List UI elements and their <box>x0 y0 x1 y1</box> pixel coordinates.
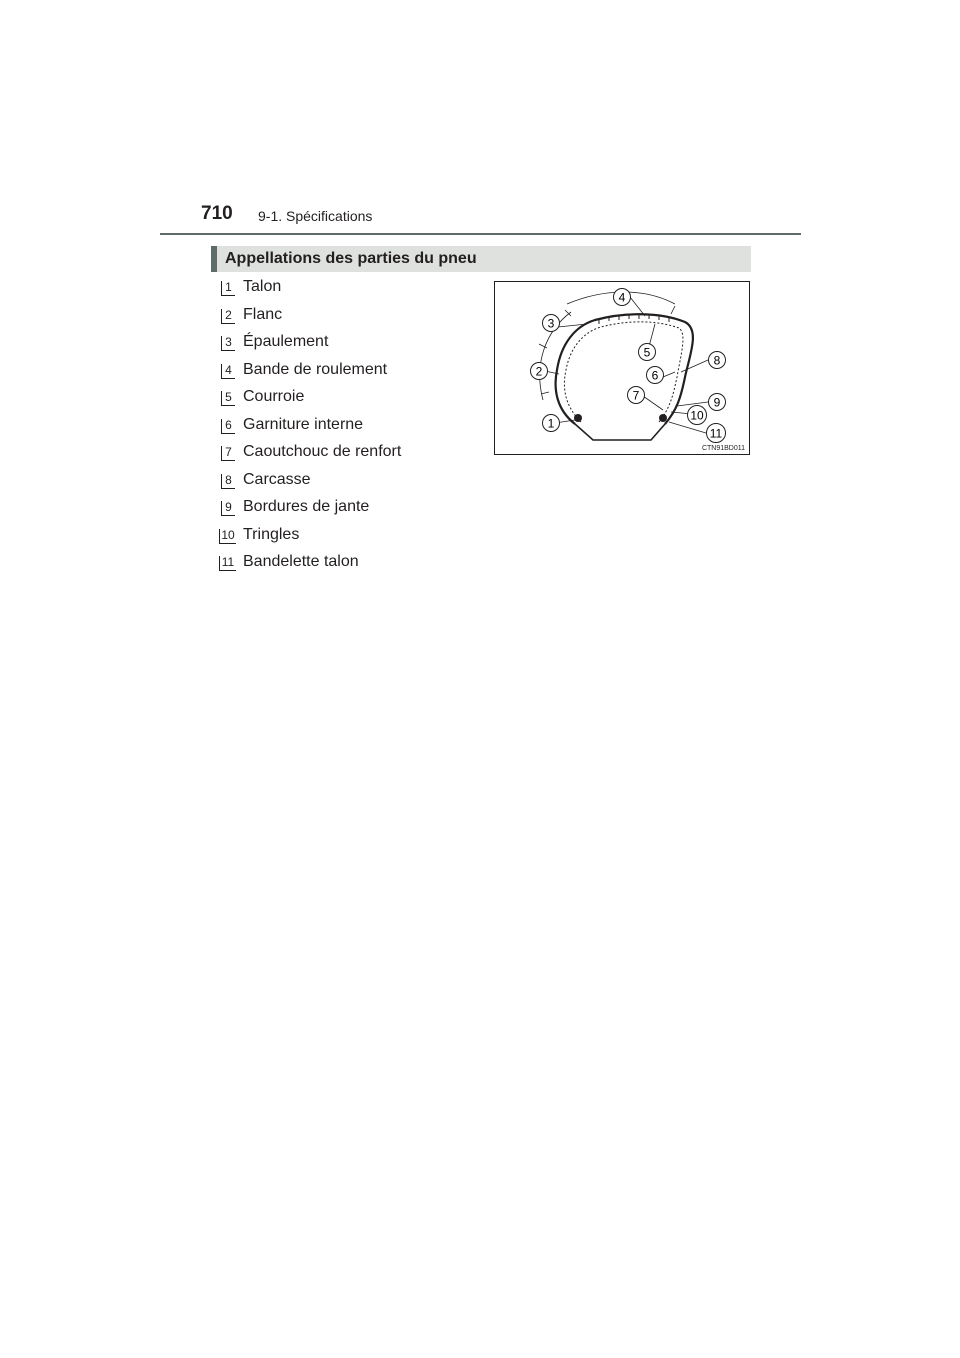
svg-text:3: 3 <box>547 316 555 331</box>
svg-text:11: 11 <box>709 426 723 441</box>
list-item <box>218 442 478 470</box>
leader-lines <box>545 297 708 433</box>
tire-outer-profile <box>556 314 693 424</box>
callout-11 <box>707 424 726 443</box>
item-number: 1 <box>221 281 235 296</box>
callout-1 <box>543 415 560 432</box>
subheading-title: Appellations des parties du pneu <box>225 250 477 267</box>
list-item <box>218 552 478 580</box>
list-item <box>218 497 478 525</box>
svg-text:5: 5 <box>643 345 651 360</box>
list-item <box>218 470 478 498</box>
list-item <box>218 277 478 305</box>
item-number: 8 <box>221 474 235 489</box>
svg-text:2: 2 <box>535 364 543 379</box>
page-number: 710 <box>201 203 233 224</box>
callout-5 <box>639 344 656 361</box>
callout-8 <box>709 352 726 369</box>
item-number: 5 <box>221 391 235 406</box>
svg-text:4: 4 <box>618 290 626 305</box>
parts-list <box>218 277 478 580</box>
item-label: Bordures de jante <box>243 498 370 515</box>
item-label: Flanc <box>243 305 283 323</box>
item-label: Bandelette talon <box>243 553 359 570</box>
bead-right <box>659 414 667 422</box>
list-item <box>218 525 478 553</box>
item-number: 7 <box>221 446 235 461</box>
subheading-accent <box>211 246 217 272</box>
item-number: 9 <box>221 501 235 516</box>
item-label: Garniture interne <box>243 415 364 433</box>
item-label: Tringles <box>243 525 300 543</box>
svg-text:9: 9 <box>713 395 721 410</box>
callout-2 <box>531 363 548 380</box>
svg-text:10: 10 <box>690 408 704 423</box>
item-label: Caoutchouc de renfort <box>243 443 402 460</box>
list-item <box>218 415 478 443</box>
svg-text:1: 1 <box>547 416 555 431</box>
svg-text:7: 7 <box>632 388 640 403</box>
item-label: Talon <box>243 278 282 295</box>
subheading-bar <box>211 246 751 272</box>
item-number: 4 <box>221 364 235 379</box>
callout-6 <box>647 367 664 384</box>
item-label: Épaulement <box>243 333 329 350</box>
item-label: Bande de roulement <box>243 360 388 378</box>
tire-inner-liner <box>564 322 683 422</box>
rim-outline <box>575 424 665 440</box>
list-item <box>218 305 478 333</box>
item-number: 6 <box>221 419 235 434</box>
section-title: 9-1. Spécifications <box>258 208 373 224</box>
callout-10 <box>688 406 707 425</box>
svg-text:6: 6 <box>651 368 659 383</box>
callout-7 <box>628 387 645 404</box>
item-number: 3 <box>221 336 235 351</box>
callout-9 <box>709 394 726 411</box>
item-label: Carcasse <box>243 470 311 488</box>
header-rule <box>160 233 801 235</box>
item-number: 11 <box>219 556 236 571</box>
list-item <box>218 360 478 388</box>
item-number: 10 <box>219 529 236 544</box>
bead-left <box>574 414 582 422</box>
tire-cross-section <box>495 282 749 454</box>
list-item <box>218 332 478 360</box>
callout-4 <box>614 289 631 306</box>
item-number: 2 <box>221 309 235 324</box>
list-item <box>218 387 478 415</box>
svg-text:8: 8 <box>713 353 721 368</box>
tire-diagram <box>494 281 750 455</box>
item-label: Courroie <box>243 388 305 405</box>
callout-3 <box>543 315 560 332</box>
figure-code: CTN91BD011 <box>701 445 745 452</box>
